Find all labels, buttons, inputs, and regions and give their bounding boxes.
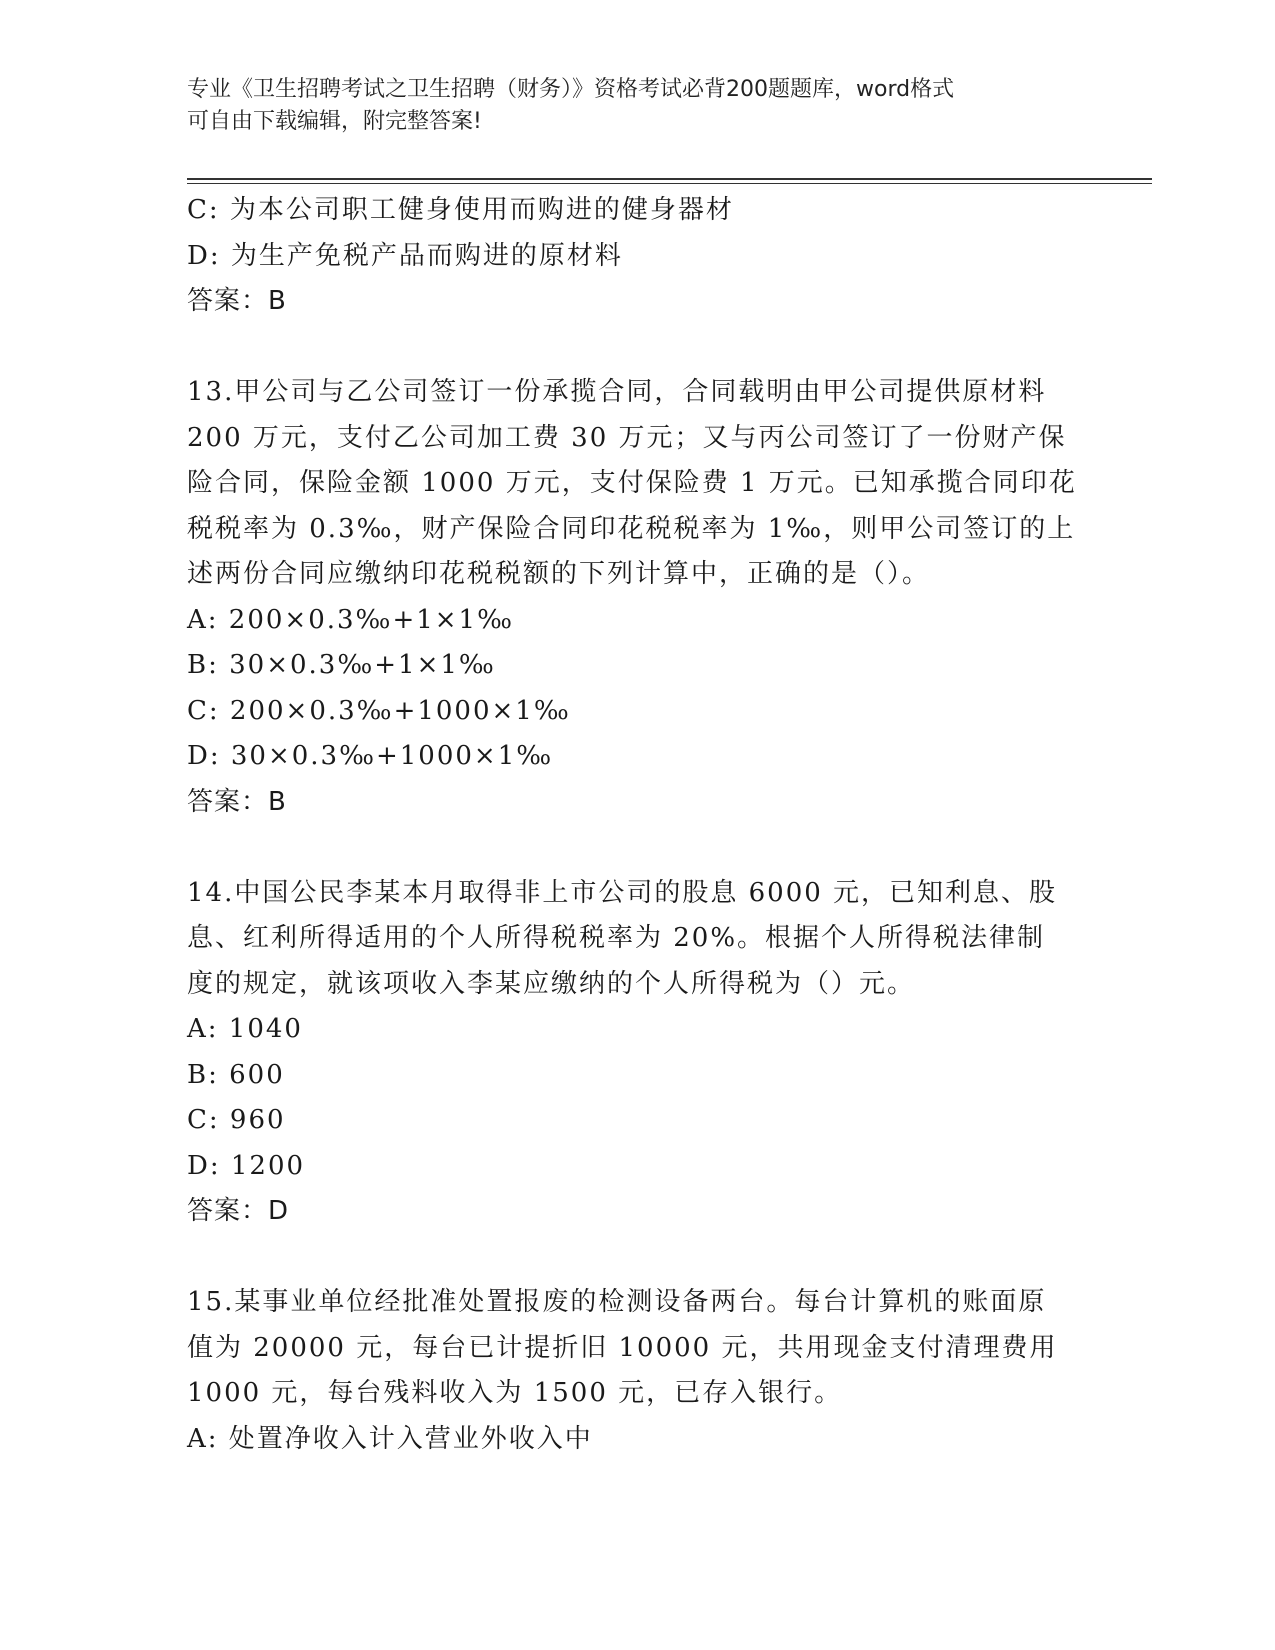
question-14 bbox=[187, 871, 1087, 1235]
question-text-line: 值为 20000 元，每台已计提折旧 10000 元，共用现金支付清理费用 bbox=[187, 1332, 1058, 1363]
document-header bbox=[187, 74, 1067, 138]
option-a: A: 处置净收入计入营业外收入中 bbox=[187, 1423, 593, 1454]
option-a: A: 1040 bbox=[187, 1014, 303, 1044]
question-text-line: 息、红利所得适用的个人所得税税率为 20%。根据个人所得税法律制 bbox=[187, 923, 1046, 953]
question-text-line: 200 万元，支付乙公司加工费 30 万元；又与丙公司签订了一份财产保 bbox=[187, 422, 1067, 453]
option-d: D: 为生产免税产品而购进的原材料 bbox=[187, 240, 623, 271]
option-a: A: 200×0.3‰+1×1‰ bbox=[187, 604, 514, 635]
answer-line: 答案：B bbox=[187, 786, 287, 817]
header-divider-thick bbox=[187, 178, 1152, 180]
question-text-line: 15.某事业单位经批准处置报废的检测设备两台。每台计算机的账面原 bbox=[187, 1287, 1047, 1317]
header-line-1: 专业《卫生招聘考试之卫生招聘（财务）》资格考试必背200题题库，word格式 bbox=[187, 77, 955, 102]
question-text-line: 1000 元，每台残料收入为 1500 元，已存入银行。 bbox=[187, 1378, 843, 1408]
option-c: C: 960 bbox=[187, 1105, 286, 1135]
question-13 bbox=[187, 370, 1087, 825]
question-text-line: 13.甲公司与乙公司签订一份承揽合同，合同载明由甲公司提供原材料 bbox=[187, 377, 1047, 407]
option-c: C: 200×0.3‰+1000×1‰ bbox=[187, 695, 571, 726]
question-text-line: 度的规定，就该项收入李某应缴纳的个人所得税为（）元。 bbox=[187, 968, 916, 999]
header-line-2: 可自由下载编辑，附完整答案! bbox=[187, 109, 482, 134]
question-text-line: 险合同，保险金额 1000 万元，支付保险费 1 万元。已知承揽合同印花 bbox=[187, 468, 1077, 498]
option-b: B: 30×0.3‰+1×1‰ bbox=[187, 650, 496, 680]
option-d: D: 30×0.3‰+1000×1‰ bbox=[187, 741, 554, 771]
option-d: D: 1200 bbox=[187, 1150, 306, 1181]
question-text-line: 税税率为 0.3‰，财产保险合同印花税税率为 1‰，则甲公司签订的上 bbox=[187, 513, 1076, 544]
header-divider-thin bbox=[187, 183, 1152, 184]
question-15 bbox=[187, 1280, 1087, 1462]
document-body bbox=[187, 188, 1087, 1462]
question-text-line: 述两份合同应缴纳印花税税额的下列计算中，正确的是（）。 bbox=[187, 559, 931, 589]
question-text-line: 14.中国公民李某本月取得非上市公司的股息 6000 元，已知利息、股 bbox=[187, 877, 1058, 908]
answer-line: 答案：D bbox=[187, 1196, 290, 1226]
option-b: B: 600 bbox=[187, 1059, 285, 1090]
option-c: C: 为本公司职工健身使用而购进的健身器材 bbox=[187, 195, 734, 225]
answer-line: 答案：B bbox=[187, 286, 287, 316]
